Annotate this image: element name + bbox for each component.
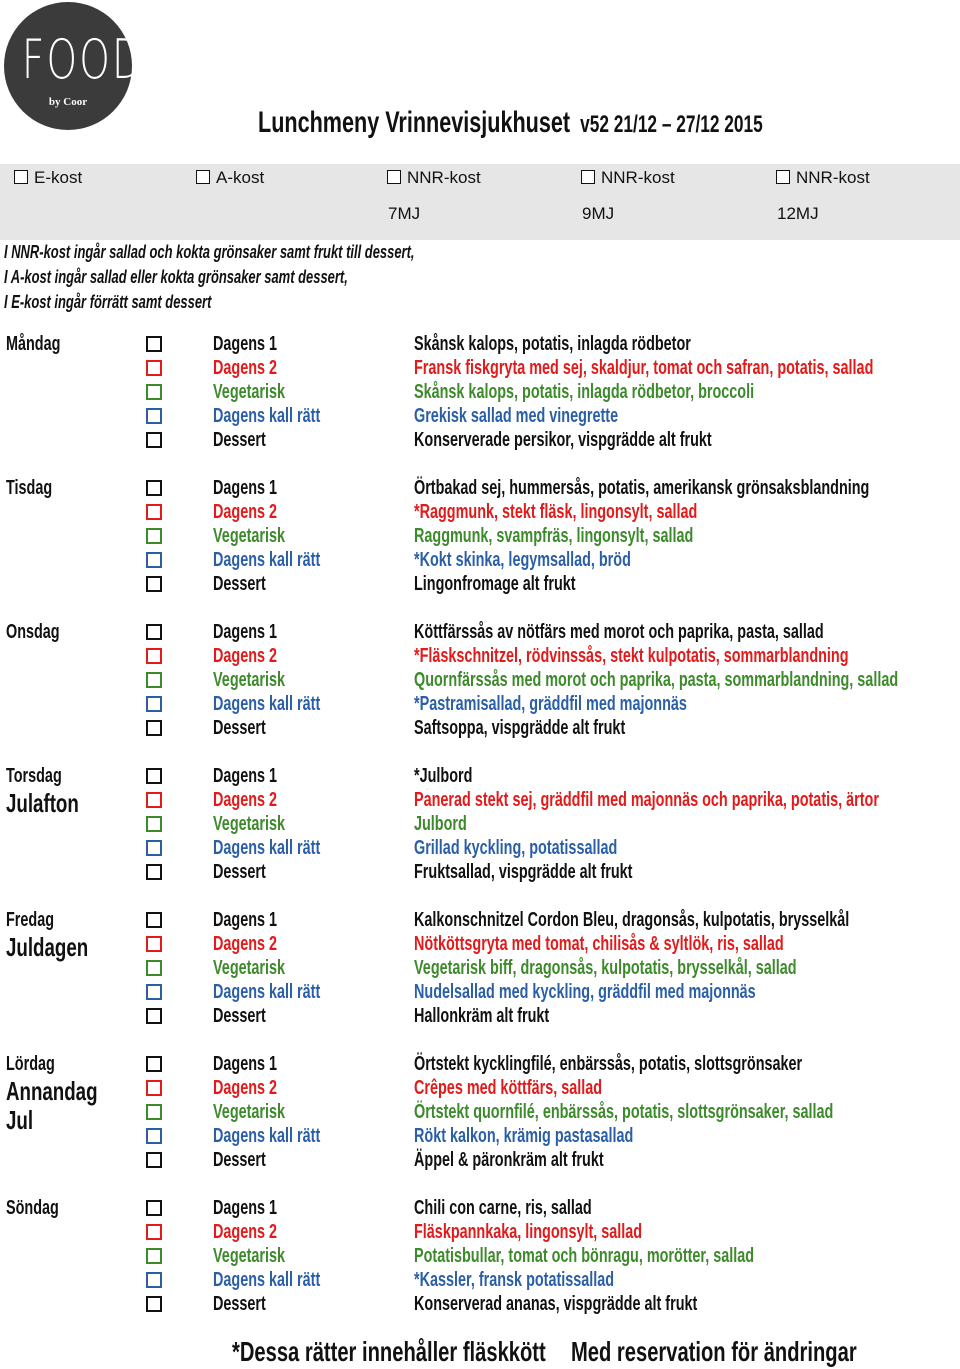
dish-text: Örtbakad sej, hummersås, potatis, amerikansk grönsaksblandning (414, 477, 870, 499)
meal-label: Dagens 2 (213, 933, 278, 955)
day-name: Fredag (6, 909, 55, 931)
meal-label: Dagens 1 (213, 909, 278, 931)
dish-text: Raggmunk, svampfräs, lingonsylt, sallad (414, 525, 694, 547)
dish-text: Kalkonschnitzel Cordon Bleu, dragonsås, kulpotatis, brysselkål (414, 909, 850, 931)
dish-text: Fläskpannkaka, lingonsylt, sallad (414, 1221, 643, 1243)
food-logo (4, 2, 145, 130)
checkbox-icon[interactable] (14, 170, 28, 184)
meal-label: Dagens kall rätt (213, 405, 321, 427)
week-range: v52 21/12 – 27/12 2015 (580, 111, 763, 138)
meal-label: Dagens kall rätt (213, 1269, 321, 1291)
holiday-name: Jul (6, 1105, 34, 1135)
meal-label: Dagens kall rätt (213, 549, 321, 571)
meal-label: Dessert (213, 1293, 266, 1315)
dish-text: Quornfärssås med morot och paprika, pasta, sommarblandning, sallad (414, 669, 899, 691)
meal-label: Dagens kall rätt (213, 981, 321, 1003)
kost-label: NNR-kost (407, 168, 481, 187)
dish-text: Konserverade persikor, vispgrädde alt frukt (414, 429, 712, 451)
checkbox-icon[interactable] (146, 720, 162, 736)
dish-text: Hallonkräm alt frukt (414, 1005, 550, 1027)
dish-text: Köttfärssås av nötfärs med morot och paprika, pasta, sallad (414, 621, 824, 643)
meal-label: Dagens 2 (213, 789, 278, 811)
dish-text: Konserverad ananas, vispgrädde alt frukt (414, 1293, 698, 1315)
kost-label: A-kost (216, 168, 265, 187)
checkbox-icon[interactable] (146, 1056, 162, 1072)
checkbox-icon[interactable] (146, 384, 162, 400)
dish-text: Vegetarisk biff, dragonsås, kulpotatis, brysselkål, sallad (414, 957, 797, 979)
meal-label: Dagens kall rätt (213, 1125, 321, 1147)
kost-option[interactable] (387, 168, 481, 188)
meal-label: Dagens 2 (213, 1221, 278, 1243)
kost-label: NNR-kost (601, 168, 675, 187)
dish-text: Fruktsallad, vispgrädde alt frukt (414, 861, 633, 883)
dish-text: Örtstekt quornfilé, enbärssås, potatis, slottsgrönsaker, sallad (414, 1101, 834, 1123)
meal-label: Vegetarisk (213, 1101, 286, 1123)
dish-text: Julbord (414, 813, 467, 835)
dish-text: Äppel & päronkräm alt frukt (414, 1149, 604, 1171)
kost-label: E-kost (34, 168, 83, 187)
checkbox-icon[interactable] (146, 1224, 162, 1240)
note-line: I NNR-kost ingår sallad och kokta grönsaker samt frukt till dessert, (4, 242, 415, 262)
checkbox-icon[interactable] (146, 504, 162, 520)
holiday-name: Annandag (6, 1076, 98, 1106)
checkbox-icon[interactable] (146, 360, 162, 376)
dish-text: Grillad kyckling, potatissallad (414, 837, 618, 859)
meal-label: Vegetarisk (213, 381, 286, 403)
checkbox-icon[interactable] (146, 1200, 162, 1216)
meal-label: Dagens 1 (213, 1197, 278, 1219)
checkbox-icon[interactable] (146, 1008, 162, 1024)
meal-label: Dessert (213, 573, 266, 595)
logo-text: FOOD (21, 28, 145, 91)
dish-text: Panerad stekt sej, gräddfil med majonnäs och paprika, potatis, ärtor (414, 789, 879, 811)
meal-label: Dagens 1 (213, 765, 278, 787)
dish-text: Nudelsallad med kyckling, gräddfil med majonnäs (414, 981, 756, 1003)
dish-text: *Kassler, fransk potatissallad (414, 1269, 615, 1291)
checkbox-icon[interactable] (146, 864, 162, 880)
checkbox-icon[interactable] (146, 1296, 162, 1312)
checkbox-icon[interactable] (146, 1152, 162, 1168)
meal-label: Dagens 2 (213, 1077, 278, 1099)
checkbox-icon[interactable] (146, 816, 162, 832)
checkbox-icon[interactable] (776, 170, 790, 184)
kost-option[interactable] (581, 168, 675, 188)
checkbox-icon[interactable] (146, 960, 162, 976)
dish-text: *Raggmunk, stekt fläsk, lingonsylt, sallad (414, 501, 698, 523)
kost-notes (4, 240, 415, 315)
dish-text: Rökt kalkon, krämig pastasallad (414, 1125, 634, 1147)
reservation-note: Med reservation för ändringar (571, 1336, 857, 1367)
checkbox-icon[interactable] (146, 480, 162, 496)
checkbox-icon[interactable] (146, 1080, 162, 1096)
kost-option[interactable] (776, 168, 870, 188)
dish-text: Saftsoppa, vispgrädde alt frukt (414, 717, 626, 739)
dish-text: Fransk fiskgryta med sej, skaldjur, tomat och safran, potatis, sallad (414, 357, 874, 379)
checkbox-icon[interactable] (146, 984, 162, 1000)
checkbox-icon[interactable] (146, 768, 162, 784)
day-name: Lördag (6, 1053, 55, 1075)
dish-text: Chili con carne, ris, sallad (414, 1197, 592, 1219)
meal-label: Dessert (213, 429, 266, 451)
checkbox-icon[interactable] (146, 936, 162, 952)
meal-label: Vegetarisk (213, 525, 286, 547)
day-name: Måndag (6, 333, 61, 355)
day-name: Torsdag (6, 765, 62, 787)
meal-label: Dessert (213, 1149, 266, 1171)
meal-label: Dagens 2 (213, 357, 278, 379)
checkbox-icon[interactable] (387, 170, 401, 184)
meal-label: Dagens 1 (213, 621, 278, 643)
meal-label: Dagens 2 (213, 645, 278, 667)
note-line: I A-kost ingår sallad eller kokta grönsaker samt dessert, (4, 267, 348, 287)
checkbox-icon[interactable] (581, 170, 595, 184)
dish-text: Örtstekt kycklingfilé, enbärssås, potatis, slottsgrönsaker (414, 1053, 803, 1075)
checkbox-icon[interactable] (146, 528, 162, 544)
checkbox-icon[interactable] (146, 576, 162, 592)
checkbox-icon[interactable] (146, 552, 162, 568)
checkbox-icon[interactable] (146, 1104, 162, 1120)
logo-subtext: by Coor (48, 96, 88, 108)
meal-label: Vegetarisk (213, 813, 286, 835)
dish-text: Skånsk kalops, potatis, inlagda rödbetor (414, 333, 691, 355)
kost-label: NNR-kost (796, 168, 870, 187)
dish-text: *Kokt skinka, legymsallad, bröd (414, 549, 631, 571)
day-name: Onsdag (6, 621, 60, 643)
holiday-name: Julafton (6, 788, 79, 818)
pork-note: *Dessa rätter innehåller fläskkött (232, 1336, 546, 1367)
dish-text: *Fläskschnitzel, rödvinssås, stekt kulpotatis, sommarblandning (414, 645, 849, 667)
checkbox-icon[interactable] (146, 1248, 162, 1264)
meal-label: Dessert (213, 717, 266, 739)
kost-energy: 7MJ (388, 204, 421, 223)
meal-label: Vegetarisk (213, 1245, 286, 1267)
checkbox-icon[interactable] (146, 672, 162, 688)
checkbox-icon[interactable] (146, 1272, 162, 1288)
holiday-name: Juldagen (6, 932, 89, 962)
checkbox-icon[interactable] (146, 648, 162, 664)
meal-label: Dagens 2 (213, 501, 278, 523)
dish-text: Potatisbullar, tomat och bönragu, morötter, sallad (414, 1245, 755, 1267)
checkbox-icon[interactable] (146, 792, 162, 808)
kost-energy: 9MJ (582, 204, 615, 223)
meal-label: Dagens 1 (213, 333, 278, 355)
dish-text: Crêpes med köttfärs, sallad (414, 1077, 603, 1099)
checkbox-icon[interactable] (146, 840, 162, 856)
meal-label: Dagens kall rätt (213, 693, 321, 715)
meal-label: Dessert (213, 1005, 266, 1027)
day-name: Söndag (6, 1197, 59, 1219)
checkbox-icon[interactable] (146, 696, 162, 712)
meal-label: Dagens 1 (213, 477, 278, 499)
day-name: Tisdag (6, 477, 53, 499)
checkbox-icon[interactable] (146, 336, 162, 352)
checkbox-icon[interactable] (196, 170, 210, 184)
note-line: I E-kost ingår förrätt samt dessert (4, 292, 212, 312)
title-text: Lunchmeny Vrinnevisjukhuset (258, 106, 571, 139)
meal-label: Vegetarisk (213, 669, 286, 691)
dish-text: Lingonfromage alt frukt (414, 573, 576, 595)
meal-label: Dessert (213, 861, 266, 883)
kost-option[interactable] (14, 168, 82, 188)
meal-label: Dagens kall rätt (213, 837, 321, 859)
checkbox-icon[interactable] (146, 432, 162, 448)
kost-option[interactable] (196, 168, 264, 188)
dish-text: *Pastramisallad, gräddfil med majonnäs (414, 693, 687, 715)
dish-text: Skånsk kalops, potatis, inlagda rödbetor, broccoli (414, 381, 755, 403)
kost-energy: 12MJ (777, 204, 819, 223)
checkbox-icon[interactable] (146, 1128, 162, 1144)
dish-text: Nötköttsgryta med tomat, chilisås & syltlök, ris, sallad (414, 933, 784, 955)
dish-text: Grekisk sallad med vinegrette (414, 405, 619, 427)
meal-label: Vegetarisk (213, 957, 286, 979)
checkbox-icon[interactable] (146, 408, 162, 424)
dish-text: *Julbord (414, 765, 473, 787)
checkbox-icon[interactable] (146, 624, 162, 640)
page-title (258, 106, 763, 140)
meal-label: Dagens 1 (213, 1053, 278, 1075)
checkbox-icon[interactable] (146, 912, 162, 928)
